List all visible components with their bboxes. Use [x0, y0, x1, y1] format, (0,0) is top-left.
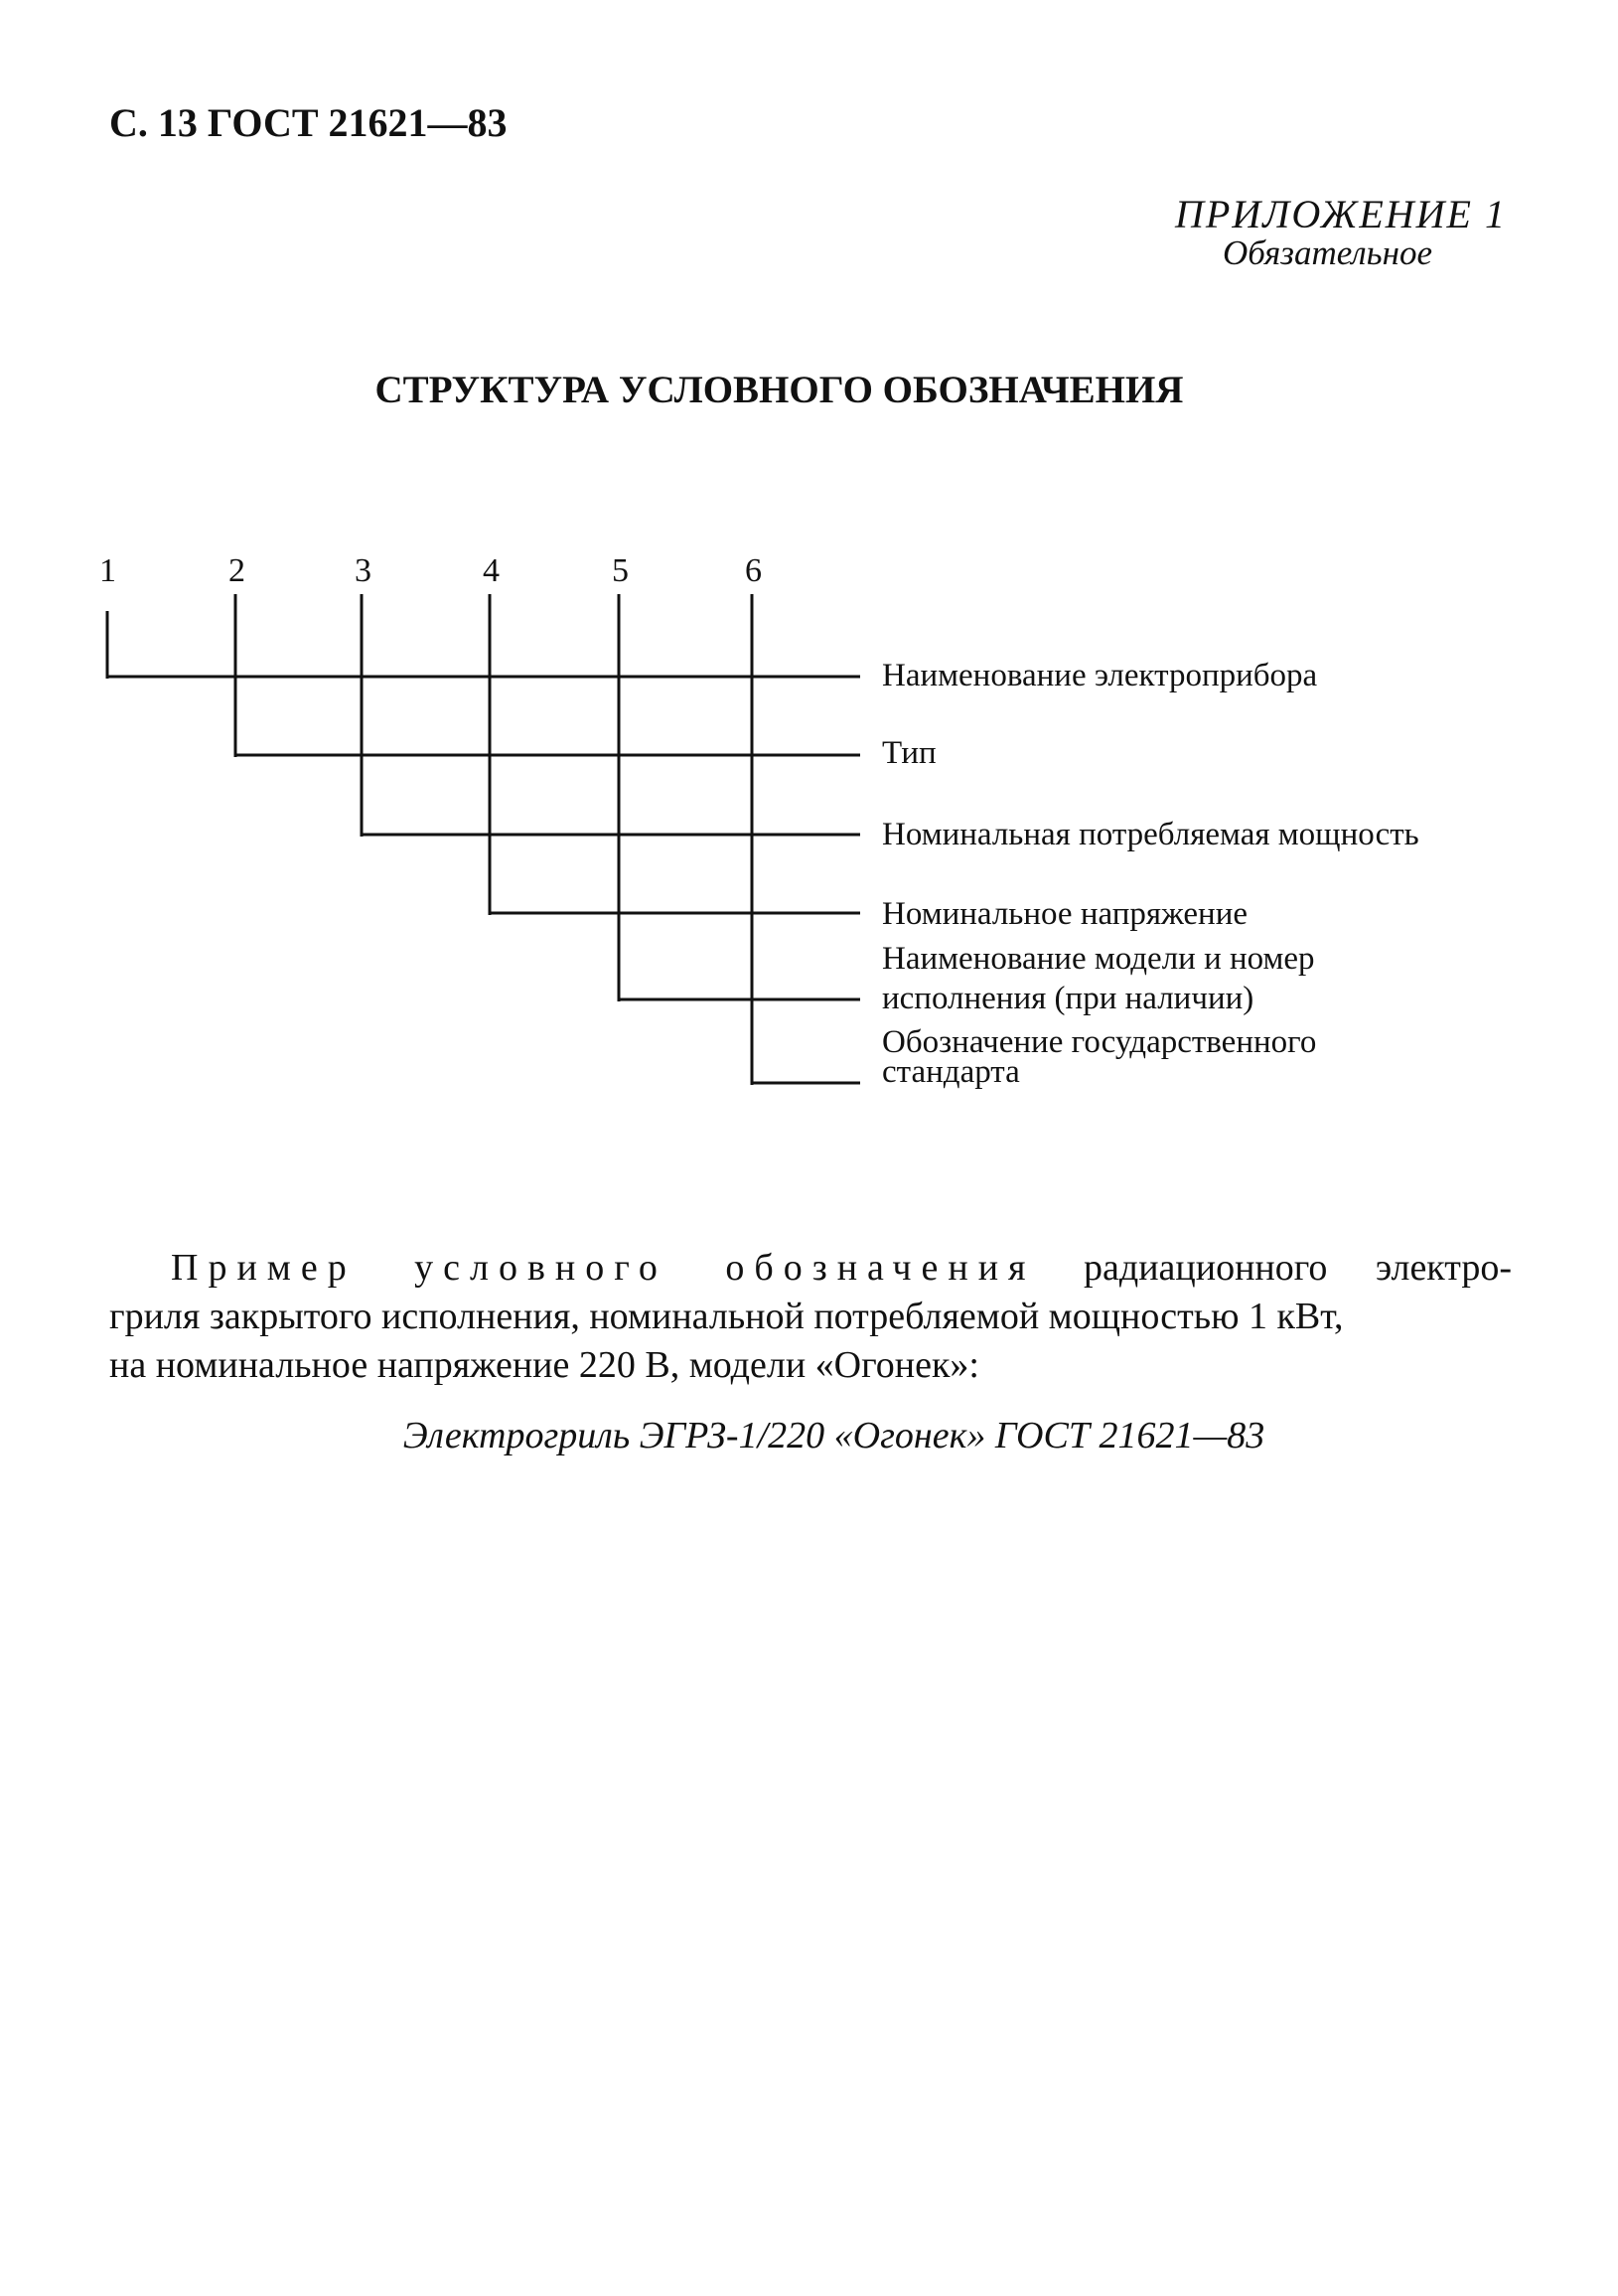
diagram-label-device-name: Наименование электроприбора [882, 658, 1318, 693]
diagram-label-model-line1: Наименование модели и номер [882, 941, 1315, 977]
appendix-subtitle: Обязательное [1223, 233, 1432, 272]
example-paragraph [109, 1244, 1512, 1390]
diagram-label-voltage: Номинальное напряжение [882, 896, 1249, 932]
example-designation: Электрогриль ЭГРЗ-1/220 «Огонек» ГОСТ 21621—83 [402, 1415, 1265, 1456]
page-header: С. 13 ГОСТ 21621—83 [109, 100, 508, 145]
paragraph-line-2: гриля закрытого исполнения, номинальной потребляемой мощностью 1 кВт, [109, 1296, 1344, 1337]
paragraph-line-1-rest: радиационного электро- [1084, 1247, 1512, 1289]
diagram-label-standard-line2: стандарта [882, 1054, 1020, 1090]
diagram-number-6: 6 [745, 552, 762, 589]
diagram-number-2: 2 [228, 552, 245, 589]
diagram-number-5: 5 [612, 552, 629, 589]
appendix-title: ПРИЛОЖЕНИЕ 1 [1175, 192, 1507, 236]
diagram-label-standard-line1: Обозначение государственного [882, 1024, 1317, 1060]
paragraph-line-1 [109, 1244, 1512, 1293]
diagram-number-4: 4 [483, 552, 500, 589]
diagram-number-3: 3 [355, 552, 371, 589]
diagram-number-1: 1 [99, 552, 116, 589]
paragraph-line-3: на номинальное напряжение 220 В, модели «Огонек»: [109, 1344, 979, 1386]
diagram-label-model-line2: исполнения (при наличии) [882, 981, 1254, 1016]
diagram-label-type: Тип [882, 735, 937, 771]
diagram-label-power: Номинальная потребляемая мощность [882, 817, 1419, 852]
paragraph-spaced-phrase: Пример условного обозначения [171, 1247, 1036, 1289]
section-title: СТРУКТУРА УСЛОВНОГО ОБОЗНАЧЕНИЯ [374, 369, 1184, 411]
